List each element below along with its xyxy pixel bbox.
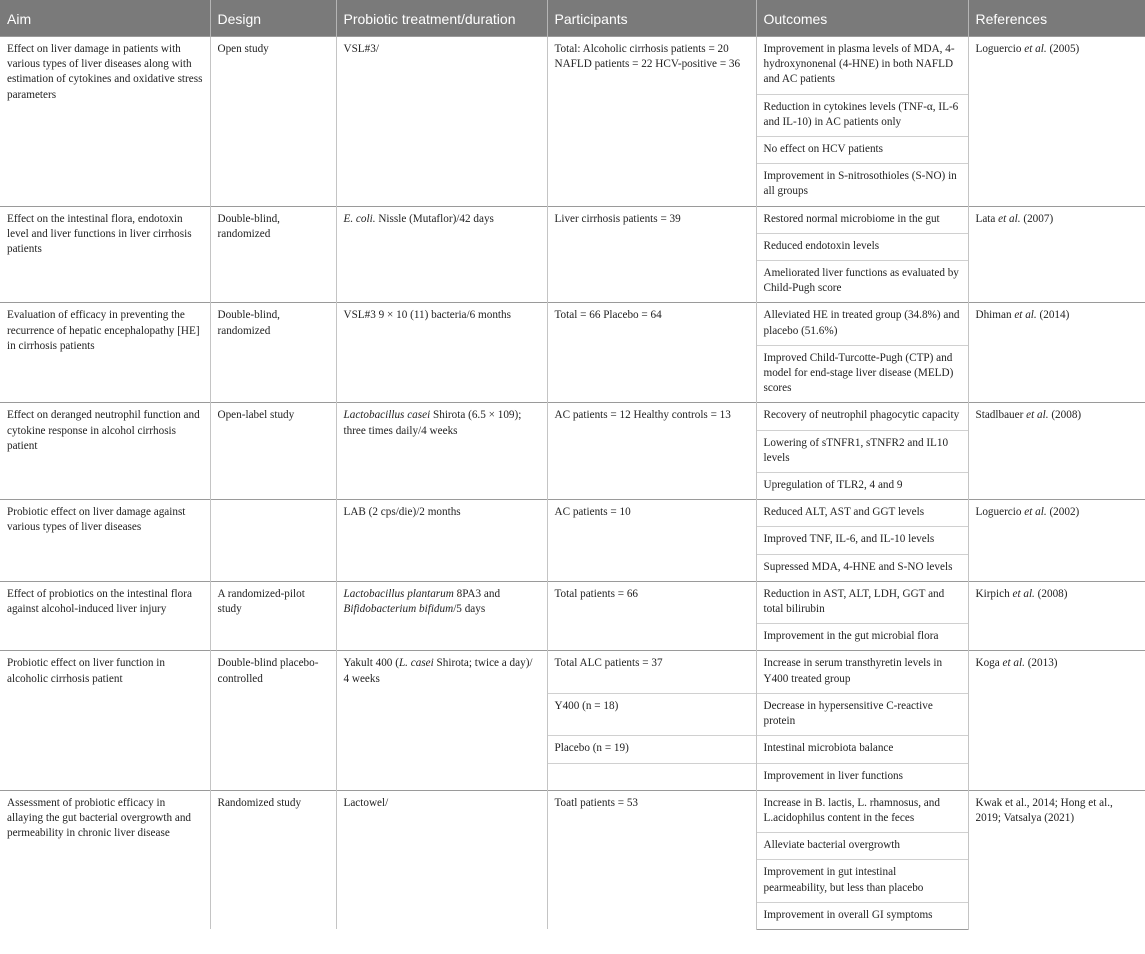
aim-cell: Effect on the intestinal flora, endotoxin level and liver functions in liver cirrhosis patients — [0, 206, 210, 303]
ref-year: (2008) — [1037, 587, 1068, 600]
outcome-cell: Improvement in the gut microbial flora — [756, 624, 968, 651]
outcome-cell: Reduced endotoxin levels — [756, 233, 968, 260]
ref-et-al: et al. — [1024, 43, 1047, 55]
aim-cell: Probiotic effect on liver damage against various types of liver diseases — [0, 500, 210, 582]
participants-cell: AC patients = 12 Healthy controls = 13 — [547, 403, 756, 500]
participants-cell: Total patients = 66 — [547, 581, 756, 651]
outcome-cell: Lowering of sTNFR1, sTNFR2 and IL10 levels — [756, 430, 968, 472]
design-cell: A randomized-pilot study — [210, 581, 336, 651]
ref-et-al: et al. — [1024, 506, 1047, 519]
outcome-cell: Alleviate bacterial overgrowth — [756, 833, 968, 860]
outcome-cell: Increase in B. lactis, L. rhamnosus, and L.acidophilus content in the feces — [756, 790, 968, 832]
ref-et-al: et al. — [1026, 409, 1049, 422]
reference-cell — [968, 303, 1145, 403]
ref-author: Lata — [975, 212, 996, 225]
aim-cell: Assessment of probiotic efficacy in allaying the gut bacterial overgrowth and permeability in chronic liver disease — [0, 790, 210, 929]
outcome-cell: No effect on HCV patients — [756, 137, 968, 164]
treatment-text: Nissle (Mutaflor)/42 days — [378, 212, 494, 225]
treatment-cell — [336, 303, 547, 403]
reference-cell — [968, 500, 1145, 582]
treatment-cell — [336, 581, 547, 651]
outcome-cell: Alleviated HE in treated group (34.8%) and placebo (51.6%) — [756, 303, 968, 345]
participants-cell: Placebo (n = 19) — [547, 736, 756, 763]
outcome-cell: Improvement in overall GI symptoms — [756, 902, 968, 929]
table-row — [0, 303, 1145, 345]
design-cell: Double-blind placebo-controlled — [210, 651, 336, 790]
ref-year: (2007) — [1023, 212, 1054, 225]
treatment-italic: E. coli. — [343, 212, 376, 225]
header-row — [0, 0, 1145, 37]
aim-cell: Effect on deranged neutrophil function and cytokine response in alcohol cirrhosis patient — [0, 403, 210, 500]
table-row — [0, 790, 1145, 832]
header-participants: Participants — [547, 0, 756, 37]
treatment-italic: L. casei — [398, 657, 434, 670]
ref-author: Dhiman — [975, 309, 1012, 322]
participants-cell: Total: Alcoholic cirrhosis patients = 20 NAFLD patients = 22 HCV-positive = 36 — [547, 37, 756, 207]
header-references: References — [968, 0, 1145, 37]
ref-author: Loguercio — [975, 43, 1022, 55]
table-row — [0, 37, 1145, 95]
outcome-cell: Decrease in hypersensitive C-reactive protein — [756, 693, 968, 735]
reference-cell — [968, 403, 1145, 500]
participants-cell: Liver cirrhosis patients = 39 — [547, 206, 756, 303]
treatment-cell — [336, 500, 547, 582]
treatment-cell — [336, 651, 547, 790]
aim-cell: Effect on liver damage in patients with various types of liver diseases along with estimation of cytokines and oxidative stress parameters — [0, 37, 210, 207]
ref-author: Kirpich — [975, 587, 1010, 600]
participants-cell: Total ALC patients = 37 — [547, 651, 756, 693]
outcome-cell: Improvement in plasma levels of MDA, 4-hydroxynonenal (4-HNE) in both NAFLD and AC patients — [756, 37, 968, 95]
outcome-cell: Increase in serum transthyretin levels in Y400 treated group — [756, 651, 968, 693]
reference-cell — [968, 37, 1145, 207]
design-cell — [210, 500, 336, 582]
treatment-italic: Lactobacillus casei — [343, 409, 431, 422]
treatment-text: Shirota (6.5 × 109); three times daily/4 weeks — [343, 409, 522, 437]
table-row — [0, 651, 1145, 693]
treatment-text: LAB (2 cps/die)/2 months — [343, 506, 461, 519]
treatment-text: Yakult 400 ( — [343, 657, 399, 670]
aim-cell: Evaluation of efficacy in preventing the recurrence of hepatic encephalopathy [HE] in cirrhosis patients — [0, 303, 210, 403]
ref-et-al: et al. — [1014, 309, 1037, 322]
participants-cell: Total = 66 Placebo = 64 — [547, 303, 756, 403]
outcome-cell: Improved TNF, IL-6, and IL-10 levels — [756, 527, 968, 554]
reference-cell — [968, 206, 1145, 303]
design-cell: Double-blind, randomized — [210, 206, 336, 303]
treatment-text: /5 days — [453, 603, 486, 616]
ref-et-al: et al. — [1012, 587, 1035, 600]
outcome-cell: Improvement in S-nitrosothioles (S-NO) in all groups — [756, 164, 968, 206]
reference-cell — [968, 651, 1145, 790]
ref-et-al: et al. — [998, 212, 1021, 225]
outcome-cell: Restored normal microbiome in the gut — [756, 206, 968, 233]
participants-cell: Toatl patients = 53 — [547, 790, 756, 929]
table-row — [0, 581, 1145, 623]
ref-author: Loguercio — [975, 506, 1022, 519]
treatment-cell — [336, 37, 547, 207]
outcome-cell: Reduction in cytokines levels (TNF-α, IL-6 and IL-10) in AC patients only — [756, 94, 968, 136]
design-cell: Open study — [210, 37, 336, 207]
table-row — [0, 403, 1145, 430]
header-aim: Aim — [0, 0, 210, 37]
design-cell: Randomized study — [210, 790, 336, 929]
treatment-text: Lactowel/ — [343, 796, 389, 809]
treatment-text: 8PA3 and — [456, 587, 501, 600]
participants-cell: Y400 (n = 18) — [547, 693, 756, 735]
table-row — [0, 206, 1145, 233]
outcome-cell: Reduction in AST, ALT, LDH, GGT and total bilirubin — [756, 581, 968, 623]
treatment-text: VSL#3 9 × 10 (11) bacteria/6 months — [343, 309, 511, 322]
ref-author: Koga — [975, 657, 1000, 670]
outcome-cell: Reduced ALT, AST and GGT levels — [756, 500, 968, 527]
outcome-cell: Improved Child-Turcotte-Pugh (CTP) and model for end-stage liver disease (MELD) scores — [756, 345, 968, 403]
ref-year: (2005) — [1049, 43, 1080, 55]
outcome-cell: Intestinal microbiota balance — [756, 736, 968, 763]
header-treatment: Probiotic treatment/duration — [336, 0, 547, 37]
treatment-italic: Bifidobacterium bifidum — [343, 603, 454, 616]
aim-cell: Effect of probiotics on the intestinal flora against alcohol-induced liver injury — [0, 581, 210, 651]
outcome-cell: Ameliorated liver functions as evaluated by Child-Pugh score — [756, 261, 968, 303]
ref-et-al: et al. — [1002, 657, 1025, 670]
ref-author: Stadlbauer — [975, 409, 1024, 422]
design-cell: Open-label study — [210, 403, 336, 500]
ref-year: (2008) — [1051, 409, 1082, 422]
treatment-cell — [336, 206, 547, 303]
treatment-text: VSL#3/ — [343, 43, 379, 55]
treatment-cell — [336, 403, 547, 500]
treatment-cell — [336, 790, 547, 929]
outcome-cell: Supressed MDA, 4-HNE and S-NO levels — [756, 554, 968, 581]
table-row — [0, 500, 1145, 527]
outcome-cell: Improvement in liver functions — [756, 763, 968, 790]
treatment-text: Shirota; twice a day)/ 4 weeks — [343, 657, 533, 685]
outcome-cell: Upregulation of TLR2, 4 and 9 — [756, 473, 968, 500]
outcome-cell: Recovery of neutrophil phagocytic capacity — [756, 403, 968, 430]
participants-cell — [547, 763, 756, 790]
treatment-italic: Lactobacillus plantarum — [343, 587, 454, 600]
ref-year: (2002) — [1049, 506, 1080, 519]
reference-cell: Kwak et al., 2014; Hong et al., 2019; Vatsalya (2021) — [968, 790, 1145, 929]
header-outcomes: Outcomes — [756, 0, 968, 37]
design-cell: Double-blind, randomized — [210, 303, 336, 403]
participants-cell: AC patients = 10 — [547, 500, 756, 582]
ref-year: (2014) — [1039, 309, 1070, 322]
aim-cell: Probiotic effect on liver function in alcoholic cirrhosis patient — [0, 651, 210, 790]
ref-year: (2013) — [1027, 657, 1058, 670]
header-design: Design — [210, 0, 336, 37]
reference-cell — [968, 581, 1145, 651]
outcome-cell: Improvement in gut intestinal pearmeability, but less than placebo — [756, 860, 968, 902]
